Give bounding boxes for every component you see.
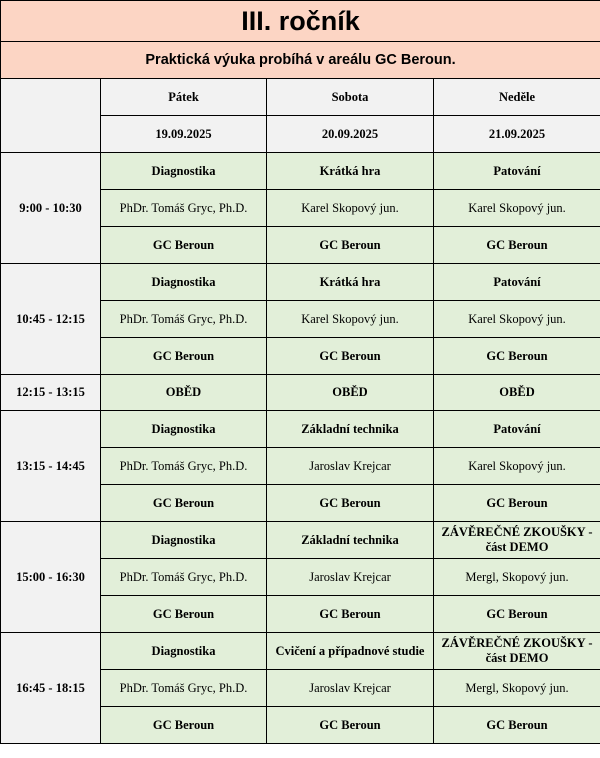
subject-cell: Patování	[434, 153, 600, 190]
place-cell: GC Beroun	[267, 707, 434, 744]
time-slot: 9:00 - 10:30	[1, 153, 101, 264]
teacher-cell: Mergl, Skopový jun.	[434, 559, 600, 596]
place-cell: GC Beroun	[267, 338, 434, 375]
time-slot: 10:45 - 12:15	[1, 264, 101, 375]
place-cell: GC Beroun	[267, 227, 434, 264]
day-name: Pátek	[101, 79, 267, 116]
teacher-cell: Karel Skopový jun.	[434, 190, 600, 227]
place-cell: GC Beroun	[101, 338, 267, 375]
subject-cell: ZÁVĚREČNÉ ZKOUŠKY - část DEMO	[434, 522, 600, 559]
place-cell: GC Beroun	[434, 338, 600, 375]
subject-cell: Krátká hra	[267, 264, 434, 301]
teacher-cell: Karel Skopový jun.	[267, 301, 434, 338]
subject-cell: Diagnostika	[101, 522, 267, 559]
teacher-cell: PhDr. Tomáš Gryc, Ph.D.	[101, 448, 267, 485]
teacher-cell: Karel Skopový jun.	[267, 190, 434, 227]
place-cell: GC Beroun	[267, 485, 434, 522]
day-name: Neděle	[434, 79, 600, 116]
subject-cell: Diagnostika	[101, 633, 267, 670]
time-slot: 15:00 - 16:30	[1, 522, 101, 633]
place-cell: GC Beroun	[101, 596, 267, 633]
subtitle: Praktická výuka probíhá v areálu GC Beroun.	[1, 42, 600, 79]
place-cell: GC Beroun	[434, 596, 600, 633]
place-cell: GC Beroun	[434, 227, 600, 264]
place-cell: GC Beroun	[434, 485, 600, 522]
subject-cell: Krátká hra	[267, 153, 434, 190]
place-cell: GC Beroun	[101, 707, 267, 744]
teacher-cell: Jaroslav Krejcar	[267, 670, 434, 707]
subject-cell: Diagnostika	[101, 411, 267, 448]
day-date: 21.09.2025	[434, 116, 600, 153]
teacher-cell: PhDr. Tomáš Gryc, Ph.D.	[101, 670, 267, 707]
subject-cell: Patování	[434, 411, 600, 448]
teacher-cell: PhDr. Tomáš Gryc, Ph.D.	[101, 559, 267, 596]
place-cell: GC Beroun	[101, 227, 267, 264]
teacher-cell: Jaroslav Krejcar	[267, 448, 434, 485]
subject-cell: Diagnostika	[101, 264, 267, 301]
day-name: Sobota	[267, 79, 434, 116]
page-title: III. ročník	[1, 1, 600, 42]
place-cell: GC Beroun	[434, 707, 600, 744]
day-date: 19.09.2025	[101, 116, 267, 153]
teacher-cell: Jaroslav Krejcar	[267, 559, 434, 596]
subject-cell: Základní technika	[267, 522, 434, 559]
teacher-cell: PhDr. Tomáš Gryc, Ph.D.	[101, 190, 267, 227]
teacher-cell: Karel Skopový jun.	[434, 448, 600, 485]
time-slot: 13:15 - 14:45	[1, 411, 101, 522]
corner-cell	[1, 79, 101, 153]
subject-cell: Diagnostika	[101, 153, 267, 190]
lunch-cell: OBĚD	[434, 375, 600, 411]
teacher-cell: Mergl, Skopový jun.	[434, 670, 600, 707]
lunch-time: 12:15 - 13:15	[1, 375, 101, 411]
place-cell: GC Beroun	[101, 485, 267, 522]
lunch-cell: OBĚD	[101, 375, 267, 411]
day-date: 20.09.2025	[267, 116, 434, 153]
teacher-cell: PhDr. Tomáš Gryc, Ph.D.	[101, 301, 267, 338]
lunch-cell: OBĚD	[267, 375, 434, 411]
place-cell: GC Beroun	[267, 596, 434, 633]
subject-cell: ZÁVĚREČNÉ ZKOUŠKY - část DEMO	[434, 633, 600, 670]
subject-cell: Základní technika	[267, 411, 434, 448]
subject-cell: Cvičení a případnové studie	[267, 633, 434, 670]
time-slot: 16:45 - 18:15	[1, 633, 101, 744]
subject-cell: Patování	[434, 264, 600, 301]
teacher-cell: Karel Skopový jun.	[434, 301, 600, 338]
